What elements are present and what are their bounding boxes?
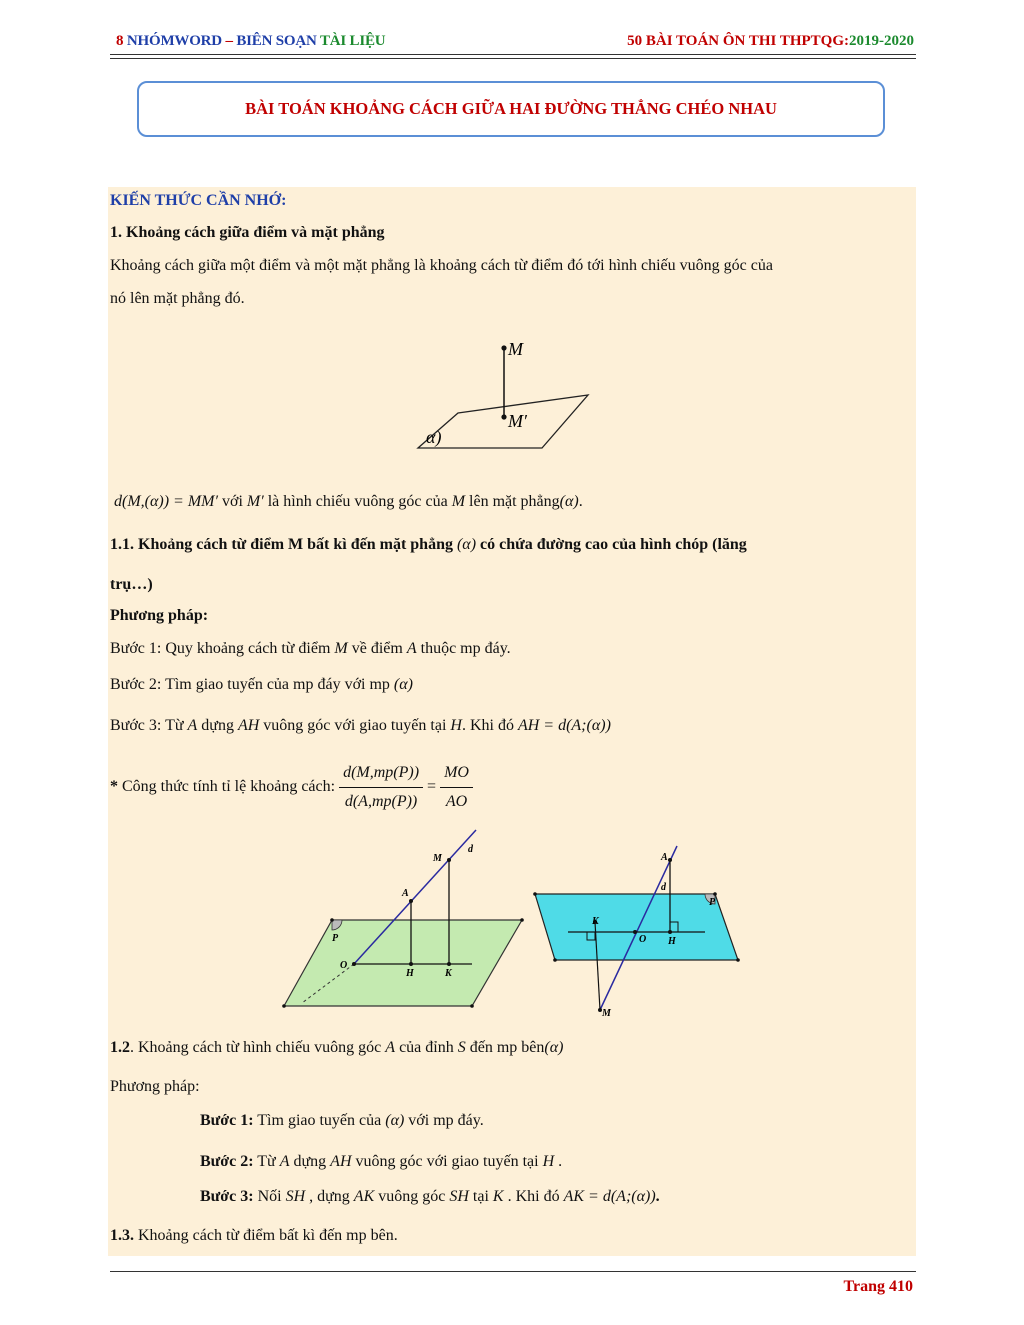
step1-A: A bbox=[406, 640, 417, 657]
header-compile: BIÊN SOẠN bbox=[236, 33, 317, 49]
ratio-num-left: d(M,mp(P)) bbox=[339, 762, 423, 788]
formula1-math: d(M,(α)) = MM′ bbox=[114, 493, 218, 510]
section13-num: 1.3. bbox=[110, 1227, 134, 1244]
s12-step3-text-d: tại bbox=[468, 1188, 493, 1205]
ratio-den-left: d(A,mp(P)) bbox=[344, 793, 418, 810]
step3-text-d: . Khi đó bbox=[461, 717, 518, 734]
ratio-num-right: MO bbox=[440, 762, 473, 788]
s12-step2-text-b: dựng bbox=[289, 1153, 331, 1170]
fig3-H: H bbox=[668, 936, 676, 947]
fig2-K: K bbox=[445, 968, 452, 979]
section12-text3: đến mp bên bbox=[465, 1039, 545, 1056]
ratio-star: * bbox=[110, 778, 118, 796]
fig1-label-Mprime: M′ bbox=[508, 411, 527, 431]
figure-ratio-right bbox=[525, 840, 750, 1018]
step3-A: A bbox=[187, 717, 198, 734]
section11-heading-line1 bbox=[110, 535, 747, 555]
header-rule-thin bbox=[110, 58, 916, 59]
header-doc: TÀI LIỆU bbox=[319, 33, 386, 49]
group-icon: 8 bbox=[116, 33, 124, 49]
chapter-title: BÀI TOÁN KHOẢNG CÁCH GIỮA HAI ĐƯỜNG THẲNG CHÉO NHAU bbox=[245, 99, 777, 118]
s12-step2-H: H bbox=[542, 1153, 555, 1170]
header-book-title: 50 BÀI TOÁN ÔN THI THPTQG: bbox=[627, 33, 849, 49]
header-year: 2019-2020 bbox=[849, 33, 914, 49]
ratio-equals: = bbox=[427, 778, 437, 796]
s12-step2-line bbox=[200, 1152, 562, 1172]
fig3-A: A bbox=[661, 852, 668, 863]
step1-text-c: thuộc mp đáy. bbox=[416, 640, 511, 657]
step1-M: M bbox=[334, 640, 348, 657]
step3-AH: AH bbox=[237, 717, 260, 734]
s12-step3-text-b: , dựng bbox=[305, 1188, 354, 1205]
s12-step3-SH: SH bbox=[285, 1188, 306, 1205]
fig3-O: O bbox=[639, 934, 647, 945]
fig1-label-alpha: α) bbox=[426, 427, 442, 447]
s12-step1-alpha: (α) bbox=[385, 1112, 405, 1129]
s12-step2-text-d: . bbox=[554, 1153, 563, 1170]
formula1-alpha: (α) bbox=[559, 493, 579, 510]
s12-step2-text-c: vuông góc với giao tuyến tại bbox=[351, 1153, 543, 1170]
fig1-label-M: M bbox=[508, 339, 523, 359]
section12-S: S bbox=[457, 1039, 466, 1056]
page-number: Trang 410 bbox=[843, 1278, 913, 1295]
section1-line1: Khoảng cách giữa một điểm và một mặt phẳng là khoảng cách từ điểm đó tới hình chiếu vuông góc của bbox=[110, 257, 773, 274]
fig2-O: O bbox=[340, 960, 348, 971]
fig2-d: d bbox=[468, 844, 473, 855]
method2-heading: Phương pháp: bbox=[110, 1078, 200, 1095]
section11-alpha: (α) bbox=[456, 536, 477, 553]
s12-step3-AK: AK bbox=[353, 1188, 375, 1205]
step3-text-a: Bước 3: Từ bbox=[110, 717, 188, 734]
s12-step1-label: Bước 1: bbox=[200, 1112, 254, 1129]
knowledge-heading: KIẾN THỨC CẦN NHỚ: bbox=[110, 192, 287, 209]
section12-text2: của đỉnh bbox=[395, 1039, 458, 1056]
s12-step1-text-a: Tìm giao tuyến của bbox=[253, 1112, 386, 1129]
section12-heading bbox=[110, 1038, 563, 1058]
fig2-M: M bbox=[433, 853, 442, 864]
s12-step2-A: A bbox=[279, 1153, 290, 1170]
formula1-with: với bbox=[218, 493, 247, 510]
step1-line bbox=[110, 639, 511, 659]
header-separator: – bbox=[221, 33, 237, 49]
step3-text-b: dựng bbox=[197, 717, 238, 734]
header-right bbox=[627, 33, 914, 50]
fig2-A: A bbox=[402, 888, 409, 899]
ratio-den-right: AO bbox=[445, 793, 468, 810]
s12-step1-text-b: với mp đáy. bbox=[404, 1112, 484, 1129]
formula1-end: . bbox=[578, 493, 583, 510]
chapter-title-box bbox=[137, 81, 885, 137]
s12-step3-K: K bbox=[492, 1188, 504, 1205]
section13-heading bbox=[110, 1226, 398, 1246]
s12-step3-math: AK = d(A;(α)) bbox=[563, 1188, 656, 1205]
header-rule bbox=[110, 54, 916, 55]
s12-step3-text-e: . Khi đó bbox=[503, 1188, 564, 1205]
s12-step3-end: . bbox=[655, 1188, 660, 1205]
s12-step3-SH2: SH bbox=[449, 1188, 469, 1205]
group-name: NHÓMWORD bbox=[126, 33, 222, 49]
formula1-line bbox=[114, 492, 583, 512]
section13-text: Khoảng cách từ điểm bất kì đến mp bên. bbox=[134, 1227, 398, 1244]
section12-A: A bbox=[385, 1039, 396, 1056]
figure-point-plane bbox=[410, 335, 610, 455]
step3-math: AH = d(A;(α)) bbox=[517, 717, 611, 734]
section1-heading: 1. Khoảng cách giữa điểm và mặt phẳng bbox=[110, 224, 385, 241]
step1-text-a: Bước 1: Quy khoảng cách từ điểm bbox=[110, 640, 335, 657]
section11-heading-line2: trụ…) bbox=[110, 576, 153, 593]
s12-step2-AH: AH bbox=[330, 1153, 352, 1170]
section11-text-b: có chứa đường cao của hình chóp (lăng bbox=[476, 536, 747, 553]
ratio-fraction-left bbox=[339, 762, 423, 813]
section12-num: 1.2 bbox=[110, 1039, 130, 1056]
fig2-P: P bbox=[332, 933, 339, 944]
formula1-Mprime: M′ bbox=[246, 493, 264, 510]
step2-text: Bước 2: Tìm giao tuyến của mp đáy với mp bbox=[110, 676, 394, 693]
formula1-onto: lên mặt phẳng bbox=[465, 493, 560, 510]
step3-text-c: vuông góc với giao tuyến tại bbox=[259, 717, 451, 734]
ratio-fraction-right bbox=[440, 762, 473, 813]
step1-text-b: về điểm bbox=[347, 640, 407, 657]
figure-ratio-left bbox=[270, 828, 535, 1013]
ratio-formula bbox=[110, 762, 473, 813]
section11-text-a: 1.1. Khoảng cách từ điểm M bất kì đến mặt phẳng bbox=[110, 536, 457, 553]
step2-line bbox=[110, 675, 413, 695]
step3-H: H bbox=[450, 717, 462, 734]
method-heading: Phương pháp: bbox=[110, 607, 209, 624]
section1-line2: nó lên mặt phẳng đó. bbox=[110, 290, 245, 307]
fig2-H: H bbox=[406, 968, 414, 979]
step2-alpha: (α) bbox=[393, 676, 413, 693]
s12-step2-text-a: Từ bbox=[253, 1153, 280, 1170]
fig3-P: P bbox=[709, 897, 716, 908]
s12-step3-label: Bước 3: bbox=[200, 1188, 254, 1205]
s12-step3-text-c: vuông góc bbox=[374, 1188, 450, 1205]
ratio-label: Công thức tính tỉ lệ khoảng cách: bbox=[118, 778, 336, 796]
step3-line bbox=[110, 716, 611, 736]
s12-step1-line bbox=[200, 1111, 484, 1131]
s12-step2-label: Bước 2: bbox=[200, 1153, 254, 1170]
formula1-M: M bbox=[451, 493, 466, 510]
footer-rule bbox=[110, 1271, 916, 1272]
section12-alpha: (α) bbox=[544, 1039, 564, 1056]
formula1-text: là hình chiếu vuông góc của bbox=[263, 493, 452, 510]
s12-step3-text-a: Nối bbox=[253, 1188, 286, 1205]
fig3-K: K bbox=[592, 916, 599, 927]
fig3-M: M bbox=[602, 1008, 611, 1018]
header-left bbox=[116, 33, 385, 50]
section12-text: . Khoảng cách từ hình chiếu vuông góc bbox=[130, 1039, 386, 1056]
fig3-d: d bbox=[661, 882, 666, 893]
s12-step3-line bbox=[200, 1187, 660, 1207]
